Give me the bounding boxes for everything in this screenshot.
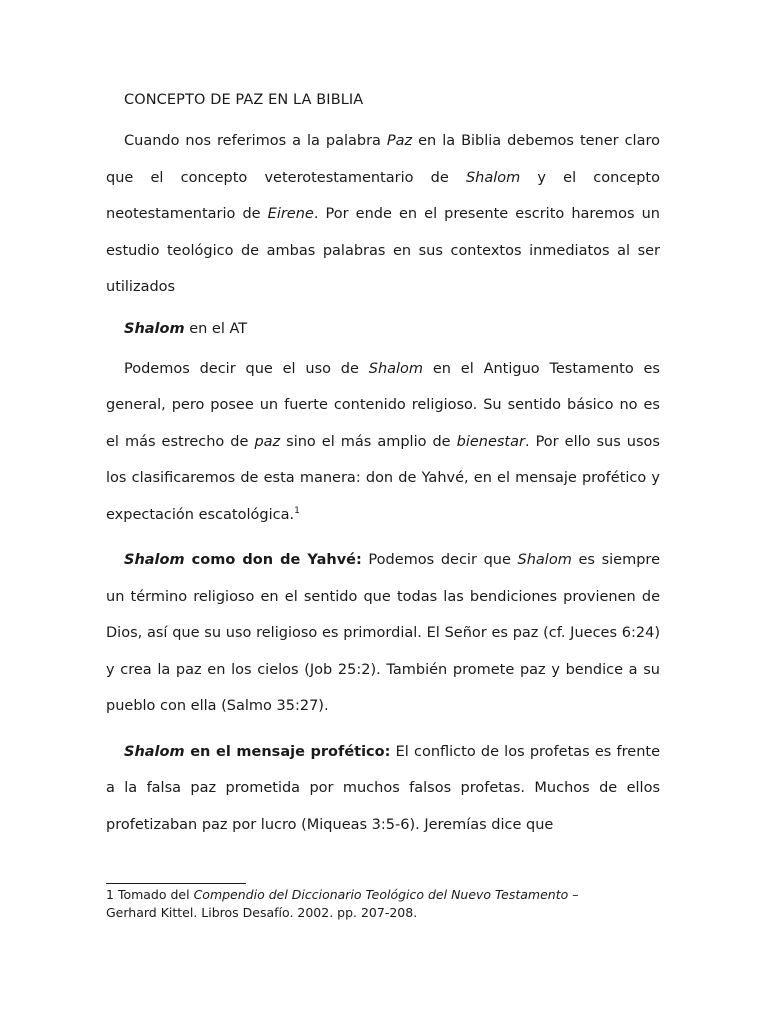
intro-paragraph xyxy=(106,123,660,306)
don-italic-shalom: Shalom xyxy=(517,552,572,568)
footnote-text-1: Tomado del xyxy=(113,887,194,902)
intro-italic-shalom: Shalom xyxy=(465,169,521,186)
footnote-line-2: Gerhard Kittel. Libros Desafío. 2002. pp. 207-208. xyxy=(106,905,418,920)
section-heading xyxy=(106,311,660,347)
document-title: CONCEPTO DE PAZ EN LA BIBLIA xyxy=(124,92,364,108)
don-lead-bold: como don de Yahvé: xyxy=(184,552,362,568)
don-de-yahve-paragraph xyxy=(106,542,660,725)
general-italic-bienestar: bienestar xyxy=(456,433,525,450)
don-lead-italic: Shalom xyxy=(124,552,185,568)
general-text-4: . Por ello sus usos los clasificaremos de esta manera: don de Yahvé, en el mensaje profético y expectación escatológica. xyxy=(106,433,660,523)
intro-text-3: y el concepto neotestamentario de xyxy=(106,169,660,222)
intro-text-4: . Por ende en el presente escrito haremos un estudio teológico de ambas palabras en sus contextos inmediatos al ser utilizados xyxy=(106,206,660,295)
intro-text-2: en la Biblia debemos tener claro que el concepto veterotestamentario de xyxy=(106,133,660,186)
intro-italic-paz: Paz xyxy=(386,133,413,149)
footnote xyxy=(106,886,666,922)
intro-text-1: Cuando nos referimos a la palabra xyxy=(124,133,387,149)
profetico-lead-bold: en el mensaje profético: xyxy=(184,743,391,760)
general-text-3: sino el más amplio de xyxy=(280,433,457,450)
footnote-reference[interactable]: 1 xyxy=(294,505,300,516)
don-text-1: Podemos decir que xyxy=(361,552,518,568)
general-text-1: Podemos decir que el uso de xyxy=(124,360,369,377)
intro-italic-eirene: Eirene xyxy=(267,206,314,222)
footnote-line-1 xyxy=(106,886,666,904)
document-page xyxy=(106,86,660,843)
don-text-2: es siempre un término religioso en el sentido que todas las bendiciones provienen de Dios, así que su uso religioso es primordial. El Señor es paz (cf. Jueces 6:24) y crea la paz en los cielos (Job 25:2). También promete paz y bendice a su pueblo con ella (Salmo 35:27). xyxy=(106,552,660,714)
profetico-text-1: El conflicto de los profetas es frente a la falsa paz prometida por muchos falsos profetas. Muchos de ellos profetizaban paz por lucro (Miqueas 3:5-6). Jeremías dice que xyxy=(106,743,660,833)
footnote-number: 1 xyxy=(106,887,114,902)
general-text-2: en el Antiguo Testamento es general, pero posee un fuerte contenido religioso. Su sentido básico no es el más estrecho de xyxy=(106,360,660,450)
section-heading-italic: Shalom xyxy=(124,320,185,337)
general-italic-paz: paz xyxy=(254,433,281,450)
footnote-separator xyxy=(106,883,246,884)
general-use-paragraph xyxy=(106,351,660,534)
footnote-book-title: Compendio del Diccionario Teológico del Nuevo Testamento – xyxy=(193,887,579,902)
mensaje-profetico-paragraph xyxy=(106,734,660,844)
section-heading-rest: en el AT xyxy=(184,320,248,337)
general-italic-shalom: Shalom xyxy=(368,360,424,377)
profetico-lead-italic: Shalom xyxy=(124,743,185,760)
